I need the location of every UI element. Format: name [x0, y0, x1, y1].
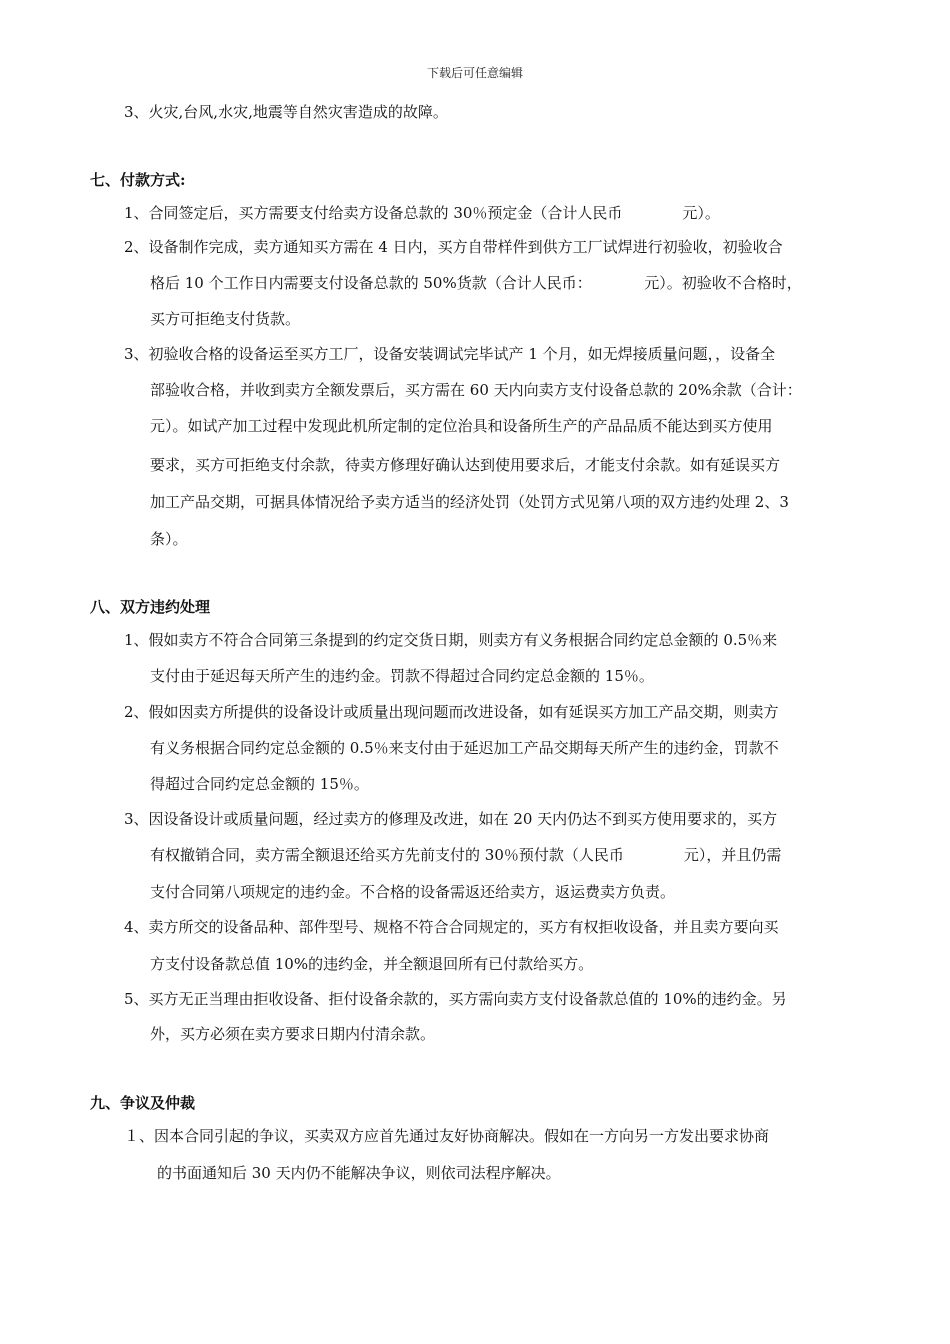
section-8-item-4-line-2: 方支付设备款总值 10%的违约金，并全额退回所有已付款给买方。 — [150, 955, 594, 973]
section-8-item-2-line-3: 得超过合同约定总金额的 15％。 — [150, 775, 369, 793]
header-note: 下载后可任意编辑 — [426, 66, 523, 80]
section-7-item-3-line-5: 加工产品交期，可据具体情况给予卖方适当的经济处罚（处罚方式见第八项的双方违约处理 2、3 — [150, 493, 789, 511]
section-8-item-2-line-2: 有义务根据合同约定总金额的 0.5％来支付由于延迟加工产品交期每天所产生的违约金，罚款不 — [150, 739, 779, 757]
section-7-item-3-line-6: 条）。 — [150, 530, 188, 548]
section-7-item-3-line-1: 3、初验收合格的设备运至买方工厂，设备安装调试完毕试产 1 个月，如无焊接质量问题，，设备全 — [124, 345, 776, 363]
section-9-item-1-line-1: １、因本合同引起的争议，买卖双方应首先通过友好协商解决。假如在一方向另一方发出要求协商 — [124, 1127, 770, 1145]
intro-item-3: 3、火灾,台风,水灾,地震等自然灾害造成的故障。 — [124, 103, 448, 121]
section-7-item-2-line-1: 2、设备制作完成，卖方通知买方需在 4 日内，买方自带样件到供方工厂试焊进行初验收，初验收合 — [124, 238, 783, 256]
section-7-item-1: 1、合同签定后，买方需要支付给卖方设备总款的 30％预定金（合计人民币 元）。 — [124, 204, 720, 222]
section-7-title: 七、付款方式: — [90, 171, 186, 189]
section-8-item-3-line-1: 3、因设备设计或质量问题，经过卖方的修理及改进，如在 20 天内仍达不到买方使用要求的，买方 — [124, 810, 778, 828]
section-9-item-1-line-2: 的书面通知后 30 天内仍不能解决争议，则依司法程序解决。 — [157, 1164, 561, 1182]
section-8-item-4-line-1: 4、卖方所交的设备品种、部件型号、规格不符合合同规定的，买方有权拒收设备，并且卖方要向买 — [124, 918, 779, 936]
section-8-item-5-line-1: 5、买方无正当理由拒收设备、拒付设备余款的，买方需向卖方支付设备款总值的 10%的违约金。另 — [124, 990, 787, 1008]
section-8-title: 八、双方违约处理 — [90, 598, 211, 616]
section-8-item-1-line-2: 支付由于延迟每天所产生的违约金。罚款不得超过合同约定总金额的 15％。 — [150, 667, 654, 685]
section-7-item-3-line-3: 元）。如试产加工过程中发现此机所定制的定位治具和设备所生产的产品品质不能达到买方使用 — [150, 417, 773, 435]
section-8-item-3-line-3: 支付合同第八项规定的违约金。不合格的设备需返还给卖方，返运费卖方负责。 — [150, 883, 676, 901]
section-7-item-3-line-4: 要求，买方可拒绝支付余款，待卖方修理好确认达到使用要求后，才能支付余款。如有延误买方 — [150, 456, 781, 474]
section-9-title: 九、争议及仲裁 — [90, 1094, 196, 1112]
section-8-item-5-line-2: 外，买方必须在卖方要求日期内付清余款。 — [150, 1025, 436, 1043]
section-8-item-1-line-1: 1、假如卖方不符合合同第三条提到的约定交货日期，则卖方有义务根据合同约定总金额的 0.5％来 — [124, 631, 778, 649]
section-8-item-2-line-1: 2、假如因卖方所提供的设备设计或质量出现问题而改进设备，如有延误买方加工产品交期，则卖方 — [124, 703, 779, 721]
section-7-item-3-line-2: 部验收合格，并收到卖方全额发票后，买方需在 60 天内向卖方支付设备总款的 20%余款（合计： — [150, 381, 802, 399]
section-7-item-2-line-2: 格后 10 个工作日内需要支付设备总款的 50%货款（合计人民币： 元）。初验收不合格时， — [150, 274, 802, 292]
section-7-item-2-line-3: 买方可拒绝支付货款。 — [150, 310, 301, 328]
section-8-item-3-line-2: 有权撤销合同，卖方需全额退还给买方先前支付的 30％预付款（人民币 元），并且仍需 — [150, 846, 782, 864]
